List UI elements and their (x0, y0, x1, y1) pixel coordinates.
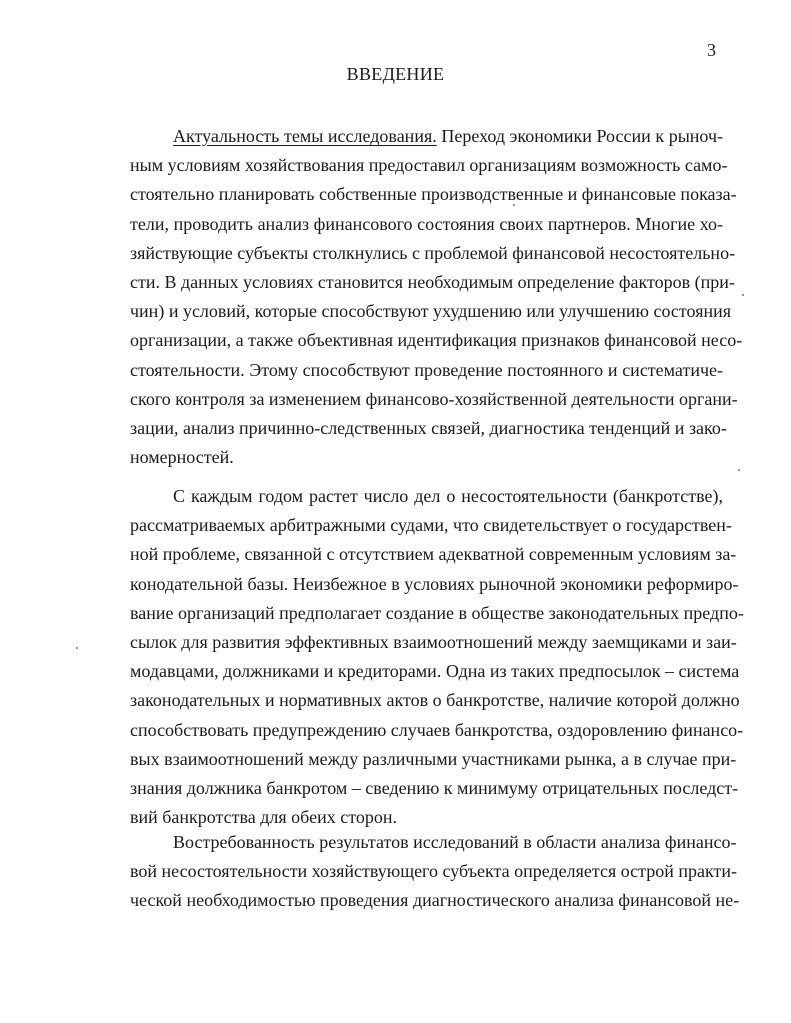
paragraph-line: С каждым годом растет число дел о несостоятельности (банкротстве), (173, 486, 723, 506)
underlined-lead: Актуальность темы исследования. (173, 126, 437, 146)
paragraph-line: стоятельно планировать собственные производственные и финансовые показа- (130, 184, 737, 205)
paragraph-line: знания должника банкротом – сведению к минимуму отрицательных последст- (130, 777, 739, 798)
paragraph-relevance (130, 122, 743, 472)
paragraph-line: способствовать предупреждению случаев банкротства, оздоровлению финансо- (130, 719, 744, 740)
scan-speck (738, 469, 740, 471)
paragraph-line: модавцами, должниками и кредиторами. Одна из таких предпосылок – система (130, 661, 740, 682)
page-number: 3 (707, 40, 716, 60)
paragraph-line: вых взаимоотношений между различными участниками рынка, а в случае при- (130, 748, 737, 769)
line-text: Переход экономики России к рыноч- (436, 126, 723, 146)
paragraph-line: ского контроля за изменением финансово-хозяйственной деятельности органи- (130, 388, 738, 409)
paragraph-line: ческой необходимостью проведения диагностического анализа финансовой не- (130, 890, 740, 911)
paragraph-line: номерностей. (130, 447, 234, 468)
paragraph-line (130, 122, 723, 151)
paragraph-line: зяйствующие субъекты столкнулись с проблемой финансовой несостоятельно- (130, 242, 736, 263)
paragraph-line: ной проблеме, связанной с отсутствием адекватной современным условиям за- (130, 544, 737, 565)
paragraph-line: организации, а также объективная идентификация признаков финансовой несо- (130, 330, 743, 351)
paragraph-line: конодательной базы. Неизбежное в условиях рыночной экономики реформиро- (130, 573, 739, 594)
paragraph-line: тели, проводить анализ финансового состояния своих партнеров. Многие хо- (130, 213, 723, 234)
paragraph-bankruptcy (130, 482, 744, 832)
paragraph-line: вой несостоятельности хозяйствующего субъекта определяется острой практи- (130, 861, 738, 882)
paragraph-line: сти. В данных условиях становится необходимым определение факторов (при- (130, 271, 735, 292)
paragraph-line: чин) и условий, которые способствуют ухудшению или улучшению состояния (130, 301, 732, 322)
paragraph-line: сылок для развития эффективных взаимоотношений между заемщиками и заи- (130, 631, 737, 652)
paragraph-line: законодательных и нормативных актов о банкротстве, наличие которой должно (130, 690, 740, 711)
paragraph-line: вание организаций предполагает создание в обществе законодательных предпо- (130, 602, 744, 623)
paragraph-demand (130, 828, 740, 916)
paragraph-line: Востребованность результатов исследований в области анализа финансо- (173, 832, 737, 852)
scan-speck (742, 294, 744, 296)
scan-speck (513, 204, 515, 206)
paragraph-line: рассматриваемых арбитражными судами, что свидетельствует о государствен- (130, 515, 732, 536)
paragraph-line: зации, анализ причинно-следственных связей, диагностика тенденций и зако- (130, 417, 727, 438)
paragraph-line: ным условиям хозяйствования предоставил организациям возможность само- (130, 155, 728, 176)
paragraph-line: стоятельности. Этому способствуют проведение постоянного и систематиче- (130, 359, 723, 380)
paragraph-line: вий банкротства для обеих сторон. (130, 807, 397, 828)
page-title: ВВЕДЕНИЕ (346, 64, 445, 84)
scan-speck (76, 647, 78, 649)
